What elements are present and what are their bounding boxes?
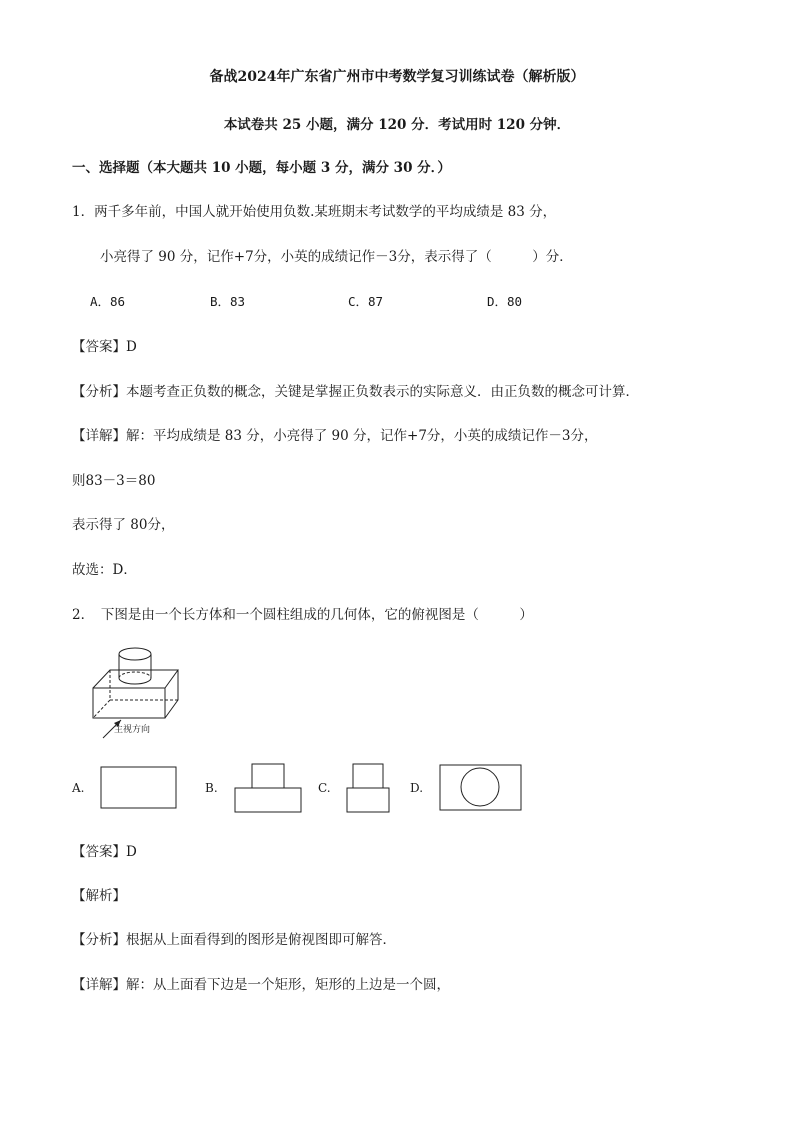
q2-answer: 【答案】D xyxy=(72,844,137,860)
exam-info: 本试卷共 25 小题，满分 120 分．考试用时 120 分钟． xyxy=(223,117,571,133)
q1-option-c: C．87 xyxy=(348,294,384,309)
view-direction-label: 主视方向 xyxy=(114,725,151,735)
q2-option-c-figure xyxy=(346,763,392,813)
q1-analysis: 【分析】本题考查正负数的概念，关键是掌握正负数表示的实际意义．由正负数的概念可计算． xyxy=(72,384,639,400)
q2-option-d-figure xyxy=(439,764,523,812)
q1-answer: 【答案】D xyxy=(72,339,137,355)
q2-option-b-label: B. xyxy=(205,781,218,795)
q2-option-a-figure xyxy=(100,766,178,810)
q2-option-d-label: D. xyxy=(410,781,424,795)
q1-detail-line1: 【详解】解：平均成绩是 83 分，小亮得了 90 分，记作+7分，小英的成绩记作－3分， xyxy=(72,428,598,444)
q1-detail-line2: 则83－3＝80 xyxy=(72,473,156,489)
q1-option-a: A．86 xyxy=(90,294,126,309)
q2-option-c-label: C. xyxy=(318,781,331,795)
q1-detail-line4: 故选：D． xyxy=(72,562,137,578)
section-heading: 一、选择题（本大题共 10 小题，每小题 3 分，满分 30 分．） xyxy=(72,160,451,176)
q2-analysis: 【分析】根据从上面看得到的图形是俯视图即可解答． xyxy=(72,932,396,948)
q2-stem: 2． 下图是由一个长方体和一个圆柱组成的几何体，它的俯视图是（ ） xyxy=(72,607,533,623)
q2-option-b-figure xyxy=(233,763,303,813)
q2-jiexi: 【解析】 xyxy=(72,888,126,904)
q1-option-b: B．83 xyxy=(210,294,246,309)
q1-option-d: D．80 xyxy=(487,294,523,309)
q2-detail: 【详解】解：从上面看下边是一个矩形，矩形的上边是一个圆， xyxy=(72,977,450,993)
q1-stem-line2: 小亮得了 90 分，记作+7分，小英的成绩记作－3分，表示得了（ ）分． xyxy=(100,249,573,265)
q2-option-a-label: A. xyxy=(72,781,85,795)
q1-stem-line1: 1．两千多年前，中国人就开始使用负数.某班期末考试数学的平均成绩是 83 分， xyxy=(72,204,557,220)
page-title: 备战2024年广东省广州市中考数学复习训练试卷（解析版） xyxy=(209,69,585,85)
q1-detail-line3: 表示得了 80分， xyxy=(72,517,175,533)
